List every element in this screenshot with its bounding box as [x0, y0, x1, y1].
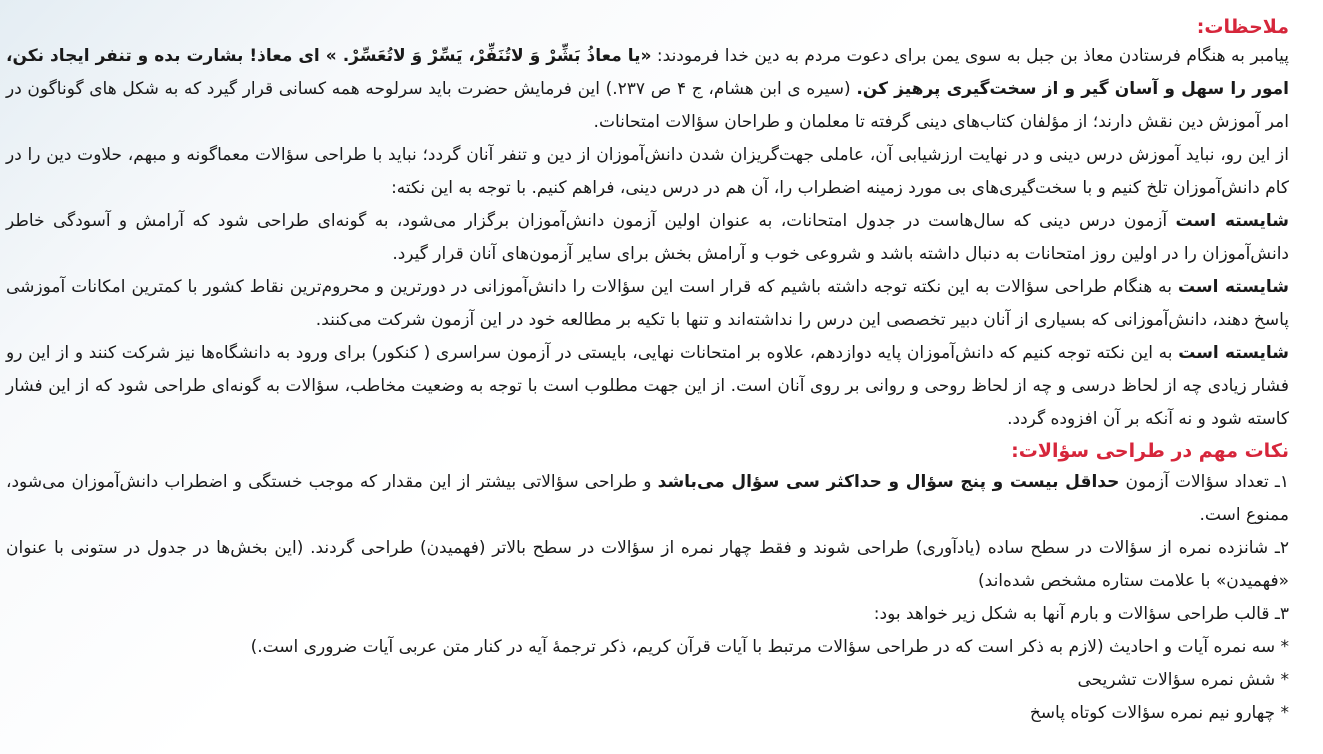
notes-page	[0, 14, 1303, 754]
paragraph-should-1	[6, 205, 1289, 271]
p1-text-start: پیامبر به هنگام فرستادن معاذ بن جبل به سوی یمن برای دعوت مردم به دین خدا فرمودند:	[651, 46, 1289, 66]
paragraph-prophet-quote	[6, 40, 1289, 139]
list-item-2: ۲ـ شانزده نمره از سؤالات در سطح ساده (یادآوری) طراحی شوند و فقط چهار نمره از سؤالات در سطح بالاتر (فهمیدن) طراحی گردند. (این بخش‌ها در جدول در ستونی با عنوان «فهمیدن» با علامت ستاره مشخص شده‌اند)	[6, 538, 1289, 591]
item1-text-start: ۱ـ تعداد سؤالات آزمون	[1119, 472, 1290, 492]
paragraph-should-3	[6, 337, 1289, 436]
p5-text: به این نکته توجه کنیم که دانش‌آموزان پایه دوازدهم، علاوه بر امتحانات نهایی، بایستی در آزمون سراسری ( کنکور) برای ورود به دانشگاه‌ها نیز شرکت کنند و از این رو فشار زیادی چه از لحاظ درسی و چه از لحاظ روحی و روانی بر روی آنان است. از این جهت مطلوب است با توجه به وضعیت مخاطب، سؤالات به گونه‌ای طراحی شود که از این فشار کاسته شود و نه آنکه بر آن افزوده گردد.	[6, 343, 1289, 429]
should-label-2: شایسته است	[1177, 277, 1289, 297]
bullet-item: * سه نمره آیات و احادیث (لازم به ذکر است که در طراحی سؤالات مرتبط با آیات قرآن کریم، ذکر ترجمۀ آیه در کنار متن عربی آیات ضروری است.)	[250, 637, 1289, 657]
bullet-item: * شش نمره سؤالات تشریحی	[1077, 670, 1289, 690]
bullet-item: * چهارو نیم نمره سؤالات کوتاه پاسخ	[1029, 703, 1289, 723]
item1-text-end: و طراحی سؤالاتی بیشتر از این مقدار که موجب خستگی و اضطراب دانش‌آموزان می‌شود، ممنوع است.	[6, 472, 1289, 525]
notes-heading: ملاحظات:	[1196, 16, 1289, 38]
important-heading: نکات مهم در طراحی سؤالات:	[1011, 440, 1289, 462]
item1-bold: حداقل بیست و پنج سؤال و حداکثر سی سؤال می‌باشد	[657, 472, 1120, 492]
p1-text-end: (سیره ی ابن هشام، ج ۴ ص ۲۳۷.) این فرمایش حضرت باید سرلوحه همه کسانی قرار گیرد که به شکل های گوناگون در امر آموزش دین نقش دارند؛ از مؤلفان کتاب‌های دینی گرفته تا معلمان و طراحان سؤالات امتحانات.	[6, 79, 1289, 132]
paragraph-should-2	[6, 271, 1289, 337]
list-item-3: ۳ـ قالب طراحی سؤالات و بارم آنها به شکل زیر خواهد بود:	[873, 604, 1289, 624]
list-item-1	[6, 466, 1289, 532]
paragraph-therefore: از این رو، نباید آموزش درس دینی و در نهایت ارزشیابی آن، عاملی جهت‌گریزان شدن دانش‌آموزان از دین و تنفر آنان گردد؛ نباید با طراحی سؤالات معماگونه و مبهم، حلاوت دین را در کام دانش‌آموزان تلخ کنیم و با سخت‌گیری‌های بی مورد زمینه اضطراب را، آن هم در درس دینی، فراهم کنیم. با توجه به این نکته:	[6, 145, 1289, 198]
p4-text: به هنگام طراحی سؤالات به این نکته توجه داشته باشیم که قرار است این سؤالات را دانش‌آموزانی در دورترین و محروم‌ترین نقاط کشور با کمترین امکانات آموزشی پاسخ دهند، دانش‌آموزانی که بسیاری از آنان دبیر تخصصی این درس را نداشته‌اند و تنها با تکیه بر مطالعه خود در این آزمون شرکت می‌کنند.	[6, 277, 1289, 330]
p3-text: آزمون درس دینی که سال‌هاست در جدول امتحانات، به عنوان اولین آزمون دانش‌آموزان برگزار می‌شود، به گونه‌ای طراحی شود که آرامش و آسودگی خاطر دانش‌آموزان را در اولین روز امتحانات به دنبال داشته باشد و شروعی خوب و آرامش بخش برای سایر آزمون‌های آنان قرار گیرد.	[6, 211, 1289, 264]
p1-quote-bold: «یا معاذُ بَشِّرْ وَ لاتُنَفِّرْ، یَسِّرْ وَ لاتُعَسِّرْ. » ای معاذ! بشارت بده و تنفر ایجاد نکن، امور را سهل و آسان گیر و از سخت‌گیری پرهیز کن.	[6, 46, 1289, 99]
should-label-3: شایسته است	[1178, 343, 1289, 363]
should-label-1: شایسته است	[1175, 211, 1289, 231]
